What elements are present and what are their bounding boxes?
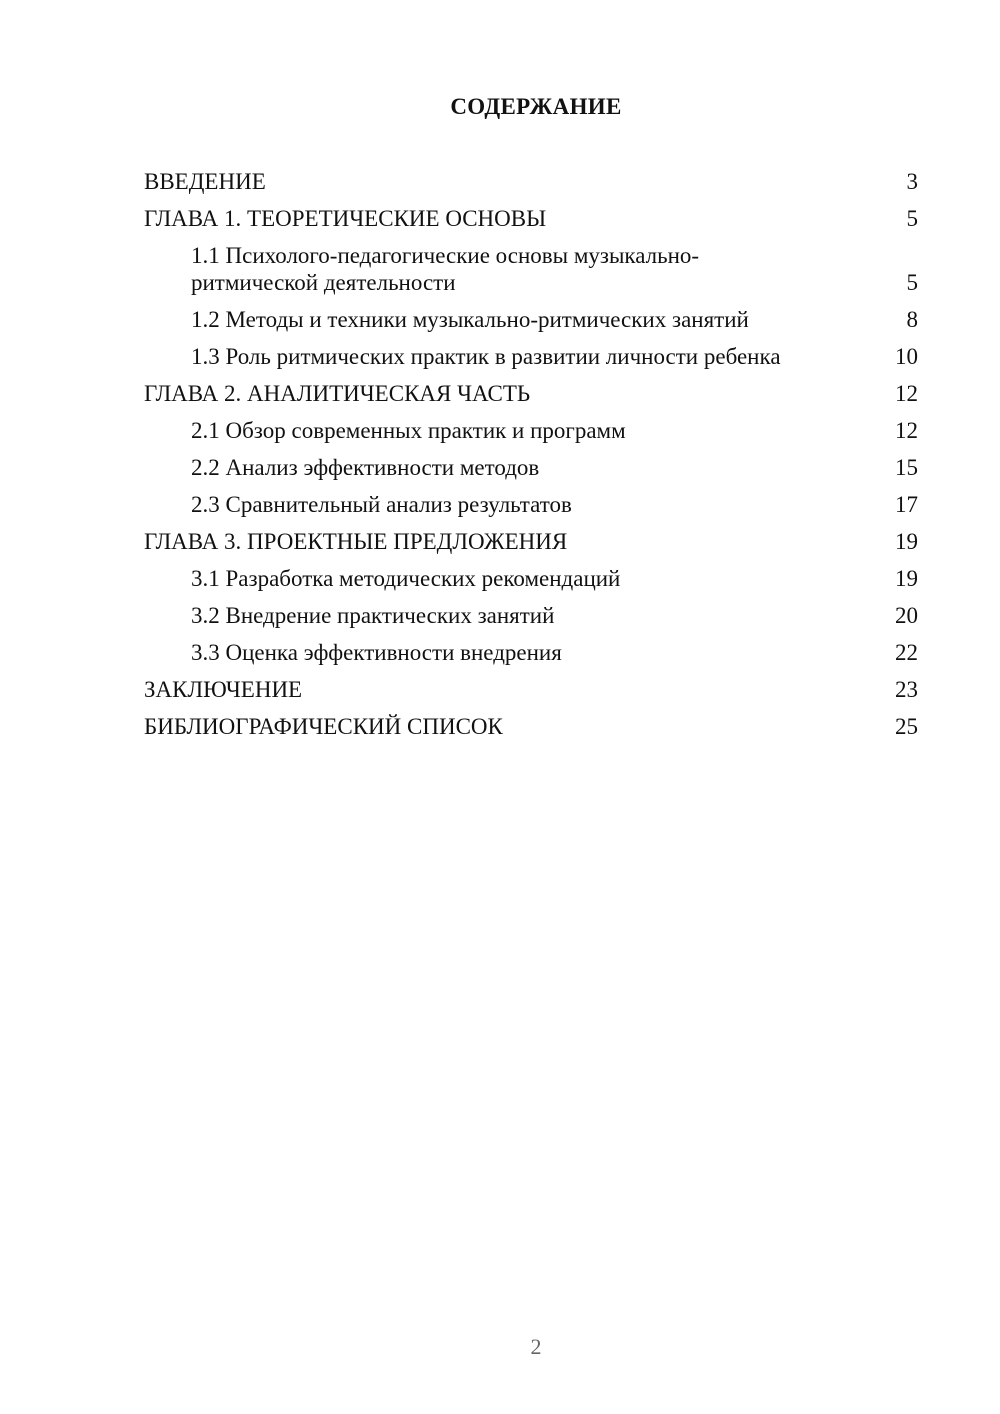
- toc-entry-text: 2.1 Обзор современных практик и программ: [191, 418, 626, 443]
- toc-entry-conclusion[interactable]: [144, 676, 918, 703]
- toc-entry-bibliography[interactable]: [144, 713, 918, 740]
- toc-entry-text: 1.3 Роль ритмических практик в развитии личности ребенка: [191, 344, 781, 369]
- table-of-contents: [144, 168, 918, 750]
- toc-entry-chapter-1[interactable]: [144, 205, 918, 232]
- toc-entry-section-1-2[interactable]: [144, 306, 918, 333]
- toc-entry-text: 3.3 Оценка эффективности внедрения: [191, 640, 562, 665]
- toc-entry-page: 20: [895, 603, 918, 628]
- toc-entry-text: ГЛАВА 3. ПРОЕКТНЫЕ ПРЕДЛОЖЕНИЯ: [144, 529, 568, 554]
- toc-entry-page: 19: [895, 566, 918, 591]
- toc-entry-page: 12: [895, 381, 918, 406]
- toc-entry-page: 10: [895, 344, 918, 369]
- toc-entry-text: БИБЛИОГРАФИЧЕСКИЙ СПИСОК: [144, 714, 503, 739]
- toc-entry-text: 2.3 Сравнительный анализ результатов: [191, 492, 572, 517]
- toc-entry-page: 5: [906, 270, 918, 295]
- toc-entry-section-3-2[interactable]: [144, 602, 918, 629]
- toc-heading: СОДЕРЖАНИЕ: [450, 94, 622, 119]
- toc-entry-page: 22: [895, 640, 918, 665]
- toc-entry-text: ГЛАВА 2. АНАЛИТИЧЕСКАЯ ЧАСТЬ: [144, 381, 531, 406]
- toc-entry-introduction[interactable]: [144, 168, 918, 195]
- toc-entry-section-2-1[interactable]: [144, 417, 918, 444]
- toc-entry-page: 25: [895, 714, 918, 739]
- toc-entry-section-3-1[interactable]: [144, 565, 918, 592]
- toc-entry-chapter-3[interactable]: [144, 528, 918, 555]
- toc-entry-text: 1.2 Методы и техники музыкально-ритмических занятий: [191, 307, 749, 332]
- toc-entry-text: ЗАКЛЮЧЕНИЕ: [144, 677, 303, 702]
- toc-entry-chapter-2[interactable]: [144, 380, 918, 407]
- toc-entry-text: 3.1 Разработка методических рекомендаций: [191, 566, 621, 591]
- toc-entry-section-2-3[interactable]: [144, 491, 918, 518]
- toc-entry-text: 1.1 Психолого-педагогические основы музыкально-ритмической деятельности: [191, 243, 700, 295]
- toc-entry-page: 23: [895, 677, 918, 702]
- page-number: 2: [530, 1334, 542, 1359]
- toc-entry-page: 5: [906, 206, 918, 231]
- toc-entry-page: 15: [895, 455, 918, 480]
- toc-entry-text: 2.2 Анализ эффективности методов: [191, 455, 540, 480]
- toc-entry-page: 19: [895, 529, 918, 554]
- toc-entry-text: 3.2 Внедрение практических занятий: [191, 603, 555, 628]
- toc-entry-page: 8: [906, 307, 918, 332]
- toc-entry-page: 3: [906, 169, 918, 194]
- toc-entry-section-3-3[interactable]: [144, 639, 918, 666]
- toc-entry-page: 17: [895, 492, 918, 517]
- toc-entry-page: 12: [895, 418, 918, 443]
- toc-entry-text: ГЛАВА 1. ТЕОРЕТИЧЕСКИЕ ОСНОВЫ: [144, 206, 547, 231]
- toc-entry-text: ВВЕДЕНИЕ: [144, 169, 266, 194]
- toc-entry-section-1-1[interactable]: [144, 242, 918, 296]
- toc-entry-section-1-3[interactable]: [144, 343, 918, 370]
- toc-entry-section-2-2[interactable]: [144, 454, 918, 481]
